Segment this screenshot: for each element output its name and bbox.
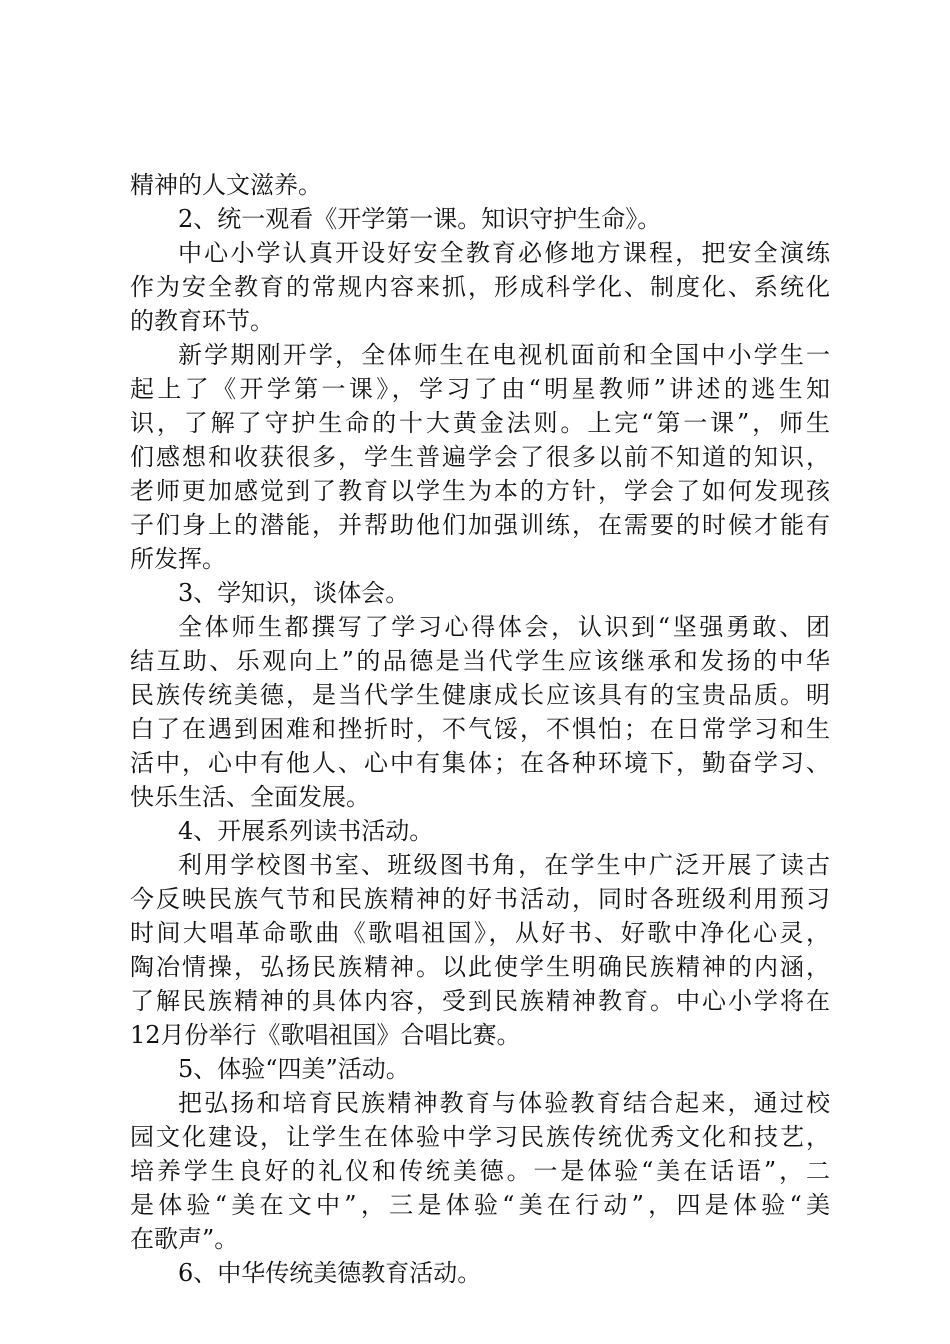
text-line: 了解民族精神的具体内容，受到民族精神教育。中心小学将在 [130, 987, 830, 1015]
section-heading: 5、体验“四美”活动。 [178, 1055, 410, 1083]
text-line: 是体验“美在文中”，三是体验“美在行动”，四是体验“美 [130, 1191, 830, 1219]
section-heading: 2、统一观看《开学第一课。知识守护生命》。 [178, 205, 662, 233]
document-body [130, 168, 830, 1290]
text-line: 中心小学认真开设好安全教育必修地方课程，把安全演练 [178, 239, 830, 267]
text-line: 精神的人文滋养。 [130, 171, 322, 199]
text-line: 今反映民族气节和民族精神的好书活动，同时各班级利用预习 [130, 885, 830, 913]
text-line: 活中，心中有他人、心中有集体；在各种环境下，勤奋学习、 [130, 749, 830, 777]
text-line: 白了在遇到困难和挫折时，不气馁，不惧怕；在日常学习和生 [130, 715, 830, 743]
text-line: 识，了解了守护生命的十大黄金法则。上完“第一课”，师生 [130, 409, 830, 437]
section-heading: 3、学知识，谈体会。 [178, 579, 410, 607]
section-heading: 4、开展系列读书活动。 [178, 817, 434, 845]
section-heading: 6、中华传统美德教育活动。 [178, 1259, 482, 1287]
text-line: 的教育环节。 [130, 307, 274, 335]
text-line: 在歌声”。 [130, 1225, 239, 1253]
text-line: 老师更加感觉到了教育以学生为本的方针，学会了如何发现孩 [130, 477, 830, 505]
text-line: 12月份举行《歌唱祖国》合唱比赛。 [130, 1021, 521, 1049]
text-line: 园文化建设，让学生在体验中学习民族传统优秀文化和技艺， [130, 1123, 830, 1151]
text-line: 们感想和收获很多，学生普遍学会了很多以前不知道的知识， [130, 443, 830, 471]
text-line: 把弘扬和培育民族精神教育与体验教育结合起来，通过校 [178, 1089, 830, 1117]
text-line: 结互助、乐观向上”的品德是当代学生应该继承和发扬的中华 [130, 647, 830, 675]
text-line: 全体师生都撰写了学习心得体会，认识到“坚强勇敢、团 [178, 613, 830, 641]
text-line: 民族传统美德，是当代学生健康成长应该具有的宝贵品质。明 [130, 681, 830, 709]
text-line: 所发挥。 [130, 545, 226, 573]
text-line: 快乐生活、全面发展。 [130, 783, 370, 811]
text-line: 子们身上的潜能，并帮助他们加强训练，在需要的时候才能有 [130, 511, 830, 539]
text-line: 作为安全教育的常规内容来抓，形成科学化、制度化、系统化 [130, 273, 830, 301]
text-line: 时间大唱革命歌曲《歌唱祖国》，从好书、好歌中净化心灵， [130, 919, 830, 947]
text-line: 起上了《开学第一课》，学习了由“明星教师”讲述的逃生知 [130, 375, 830, 403]
text-line: 培养学生良好的礼仪和传统美德。一是体验“美在话语”，二 [130, 1157, 830, 1185]
text-line: 利用学校图书室、班级图书角，在学生中广泛开展了读古 [178, 851, 830, 879]
text-line: 新学期刚开学，全体师生在电视机面前和全国中小学生一 [178, 341, 830, 369]
text-line: 陶冶情操，弘扬民族精神。以此使学生明确民族精神的内涵， [130, 953, 830, 981]
